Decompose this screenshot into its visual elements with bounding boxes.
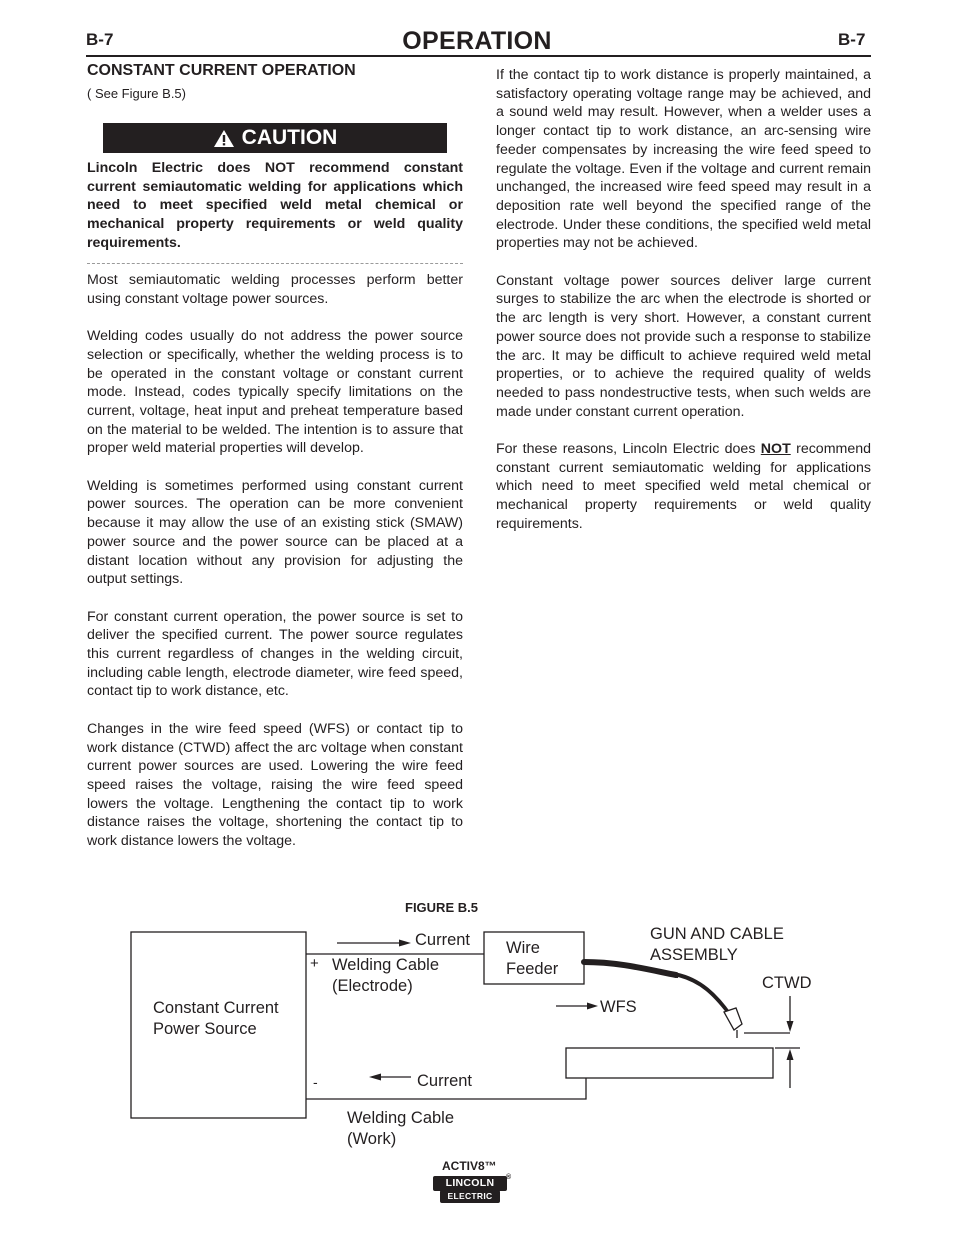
electrode-cable-label [332, 955, 439, 997]
current-arrowhead-bottom [369, 1074, 381, 1081]
current-arrowhead-top [399, 940, 411, 947]
wire-feeder-label [506, 938, 558, 980]
lincoln-electric-logo [433, 1176, 511, 1203]
left-paragraph: Changes in the wire feed speed (WFS) or contact tip to work distance (CTWD) affect the arc voltage when constant current power sources are used. Lowering the wire feed speed raises the voltage, raising the wire feed speed lowers the voltage. Lengthening the contact tip to work distance raises the voltage, shortening the contact tip to work distance lowers the voltage. [87, 720, 463, 850]
left-paragraph: For constant current operation, the power source is set to deliver the specified current. The power source regulates this current regardless of changes in the welding circuit, including cable length, electrode diameter, wire feed speed, contact tip to work distance, etc. [87, 608, 463, 700]
current-label-top: Current [415, 931, 471, 949]
wfs-label: WFS [600, 998, 637, 1016]
caution-label: CAUTION [241, 126, 338, 149]
ctwd-arrowhead-down [787, 1021, 794, 1032]
current-label-bottom: Current [417, 1072, 473, 1090]
power-source-label-line1: Constant Current [153, 999, 279, 1017]
workpiece-plate [566, 1048, 773, 1078]
caution-text: Lincoln Electric does NOT recommend constant current semiautomatic welding for applications which need to meet specified weld metal chemical or mechanical property requirements or weld quality requirements. [87, 160, 463, 251]
left-paragraph: Welding is sometimes performed using constant current power sources. The operation can be more convenient because it may allow the use of an existing stick (SMAW) power source and the power source can be placed at a distant location without any provision for adjusting the output settings. [87, 477, 463, 588]
final-text-start: For these reasons, Lincoln Electric does [496, 441, 761, 458]
work-cable-label-line1: Welding Cable [347, 1109, 455, 1127]
wire-feeder-label-line1: Wire [506, 939, 540, 957]
section-heading: CONSTANT CURRENT OPERATION [87, 62, 356, 79]
emphasis-not: NOT [760, 441, 791, 458]
plus-terminal: + [310, 955, 319, 972]
wfs-arrowhead [587, 1003, 598, 1010]
work-cable-label-line2: (Work) [347, 1130, 397, 1148]
ctwd-arrowhead-up [787, 1049, 794, 1060]
gun-assembly-label-line1: GUN AND CABLE [650, 925, 784, 943]
right-paragraph: If the contact tip to work distance is properly maintained, a satisfactory operating voltage range may be achieved, and a sound weld may result. However, when a welder uses a longer contact tip to work distance, an arc-sensing wire feeder compensates by increasing the wire feed speed to regulate the voltage. Even if the voltage and current remain unchanged, the increased wire feed speed may result in a deposition rate well beyond the specified range of the electrode. Under these conditions, the specified weld metal properties may not be achieved. [496, 67, 871, 252]
electrode-cable-label-line2: (Electrode) [332, 977, 413, 995]
final-text-end: recommend constant current semiautomatic welding for applications which need to meet specified weld metal chemical or mechanical property requirements or weld quality requirements. [496, 441, 871, 532]
ctwd-label: CTWD [762, 974, 812, 992]
left-paragraph: Most semiautomatic welding processes perform better using constant voltage power sources. [87, 272, 463, 307]
work-cable-label [347, 1108, 454, 1150]
electrode-cable-label-line1: Welding Cable [332, 956, 440, 974]
power-source-label-line2: Power Source [153, 1020, 257, 1038]
page-number-left: B-7 [86, 30, 114, 49]
figure-caption: FIGURE B.5 [405, 900, 478, 915]
gun-assembly-label [650, 924, 784, 966]
right-paragraph: Constant voltage power sources deliver large current surges to stabilize the arc when the electrode is shorted or the arc length is very short. However, a constant current power source does not provide such a response to stabilize the arc. It may be difficult to achieve required weld metal properties, or to achieve the required quality of welds needed to pass nondestructive tests, when such welds are made under constant current operation. [496, 272, 871, 420]
see-figure-note: ( See Figure B.5) [87, 86, 186, 101]
model-name: ACTIV8™ [442, 1159, 497, 1173]
minus-terminal: - [313, 1074, 318, 1090]
contact-tip [724, 1008, 742, 1030]
logo-bottom-text: ELECTRIC [440, 1190, 500, 1203]
wire-feeder-label-line2: Feeder [506, 960, 559, 978]
power-source-label [153, 998, 279, 1040]
page-title: OPERATION [402, 27, 552, 55]
logo-registered-mark: ® [506, 1174, 512, 1181]
logo-top-text: LINCOLN [433, 1176, 507, 1191]
left-paragraph: Welding codes usually do not address the power source selection or specifically, whether the welding process is to be operated in the constant voltage or constant current mode. Instead, codes typically specify limitations on the current, voltage, heat input and preheat temperature based on the material to be welded. The intention is to assure that proper weld material properties will develop. [87, 328, 463, 457]
page-number-right: B-7 [838, 30, 866, 49]
gun-assembly-label-line2: ASSEMBLY [650, 946, 738, 964]
